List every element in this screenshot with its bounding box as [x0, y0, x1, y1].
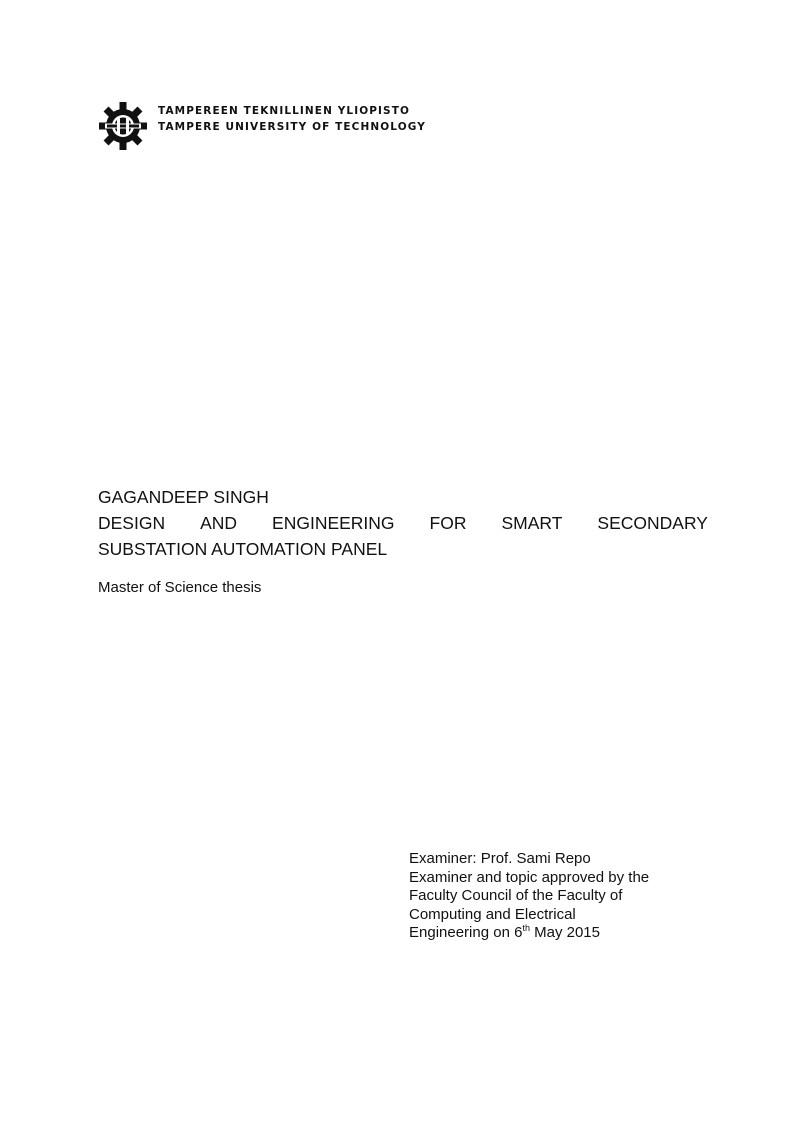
title-word: ENGINEERING	[272, 513, 395, 533]
approval-date-line	[409, 924, 709, 943]
examiner-name: Examiner: Prof. Sami Repo	[409, 850, 591, 867]
title-word: SMART	[501, 513, 563, 533]
approval-line: Faculty Council of the Faculty of	[409, 887, 623, 904]
title-word: AND	[200, 513, 238, 533]
thesis-type: Master of Science thesis	[98, 579, 262, 596]
thesis-title-line-2: SUBSTATION AUTOMATION PANEL	[98, 539, 388, 559]
approval-line: Computing and Electrical	[409, 905, 576, 923]
examiner-info	[409, 850, 709, 943]
approval-line: Examiner and topic approved by the	[409, 868, 650, 886]
university-name	[158, 103, 426, 135]
title-word: DESIGN	[98, 513, 166, 533]
title-block	[98, 484, 708, 598]
author-name: GAGANDEEP SINGH	[98, 487, 269, 507]
approval-date-suffix: May 2015	[529, 924, 600, 941]
ordinal-suffix: th	[522, 923, 530, 933]
university-name-finnish: TAMPEREEN TEKNILLINEN YLIOPISTO	[158, 105, 411, 117]
gear-emblem-icon	[98, 101, 148, 151]
title-word: SECONDARY	[597, 513, 708, 533]
title-word: FOR	[429, 513, 467, 533]
thesis-title-line-1	[98, 510, 708, 536]
university-logo	[98, 100, 426, 152]
university-name-english: TAMPERE UNIVERSITY OF TECHNOLOGY	[158, 121, 426, 133]
approval-date-prefix: Engineering on 6	[409, 924, 523, 941]
